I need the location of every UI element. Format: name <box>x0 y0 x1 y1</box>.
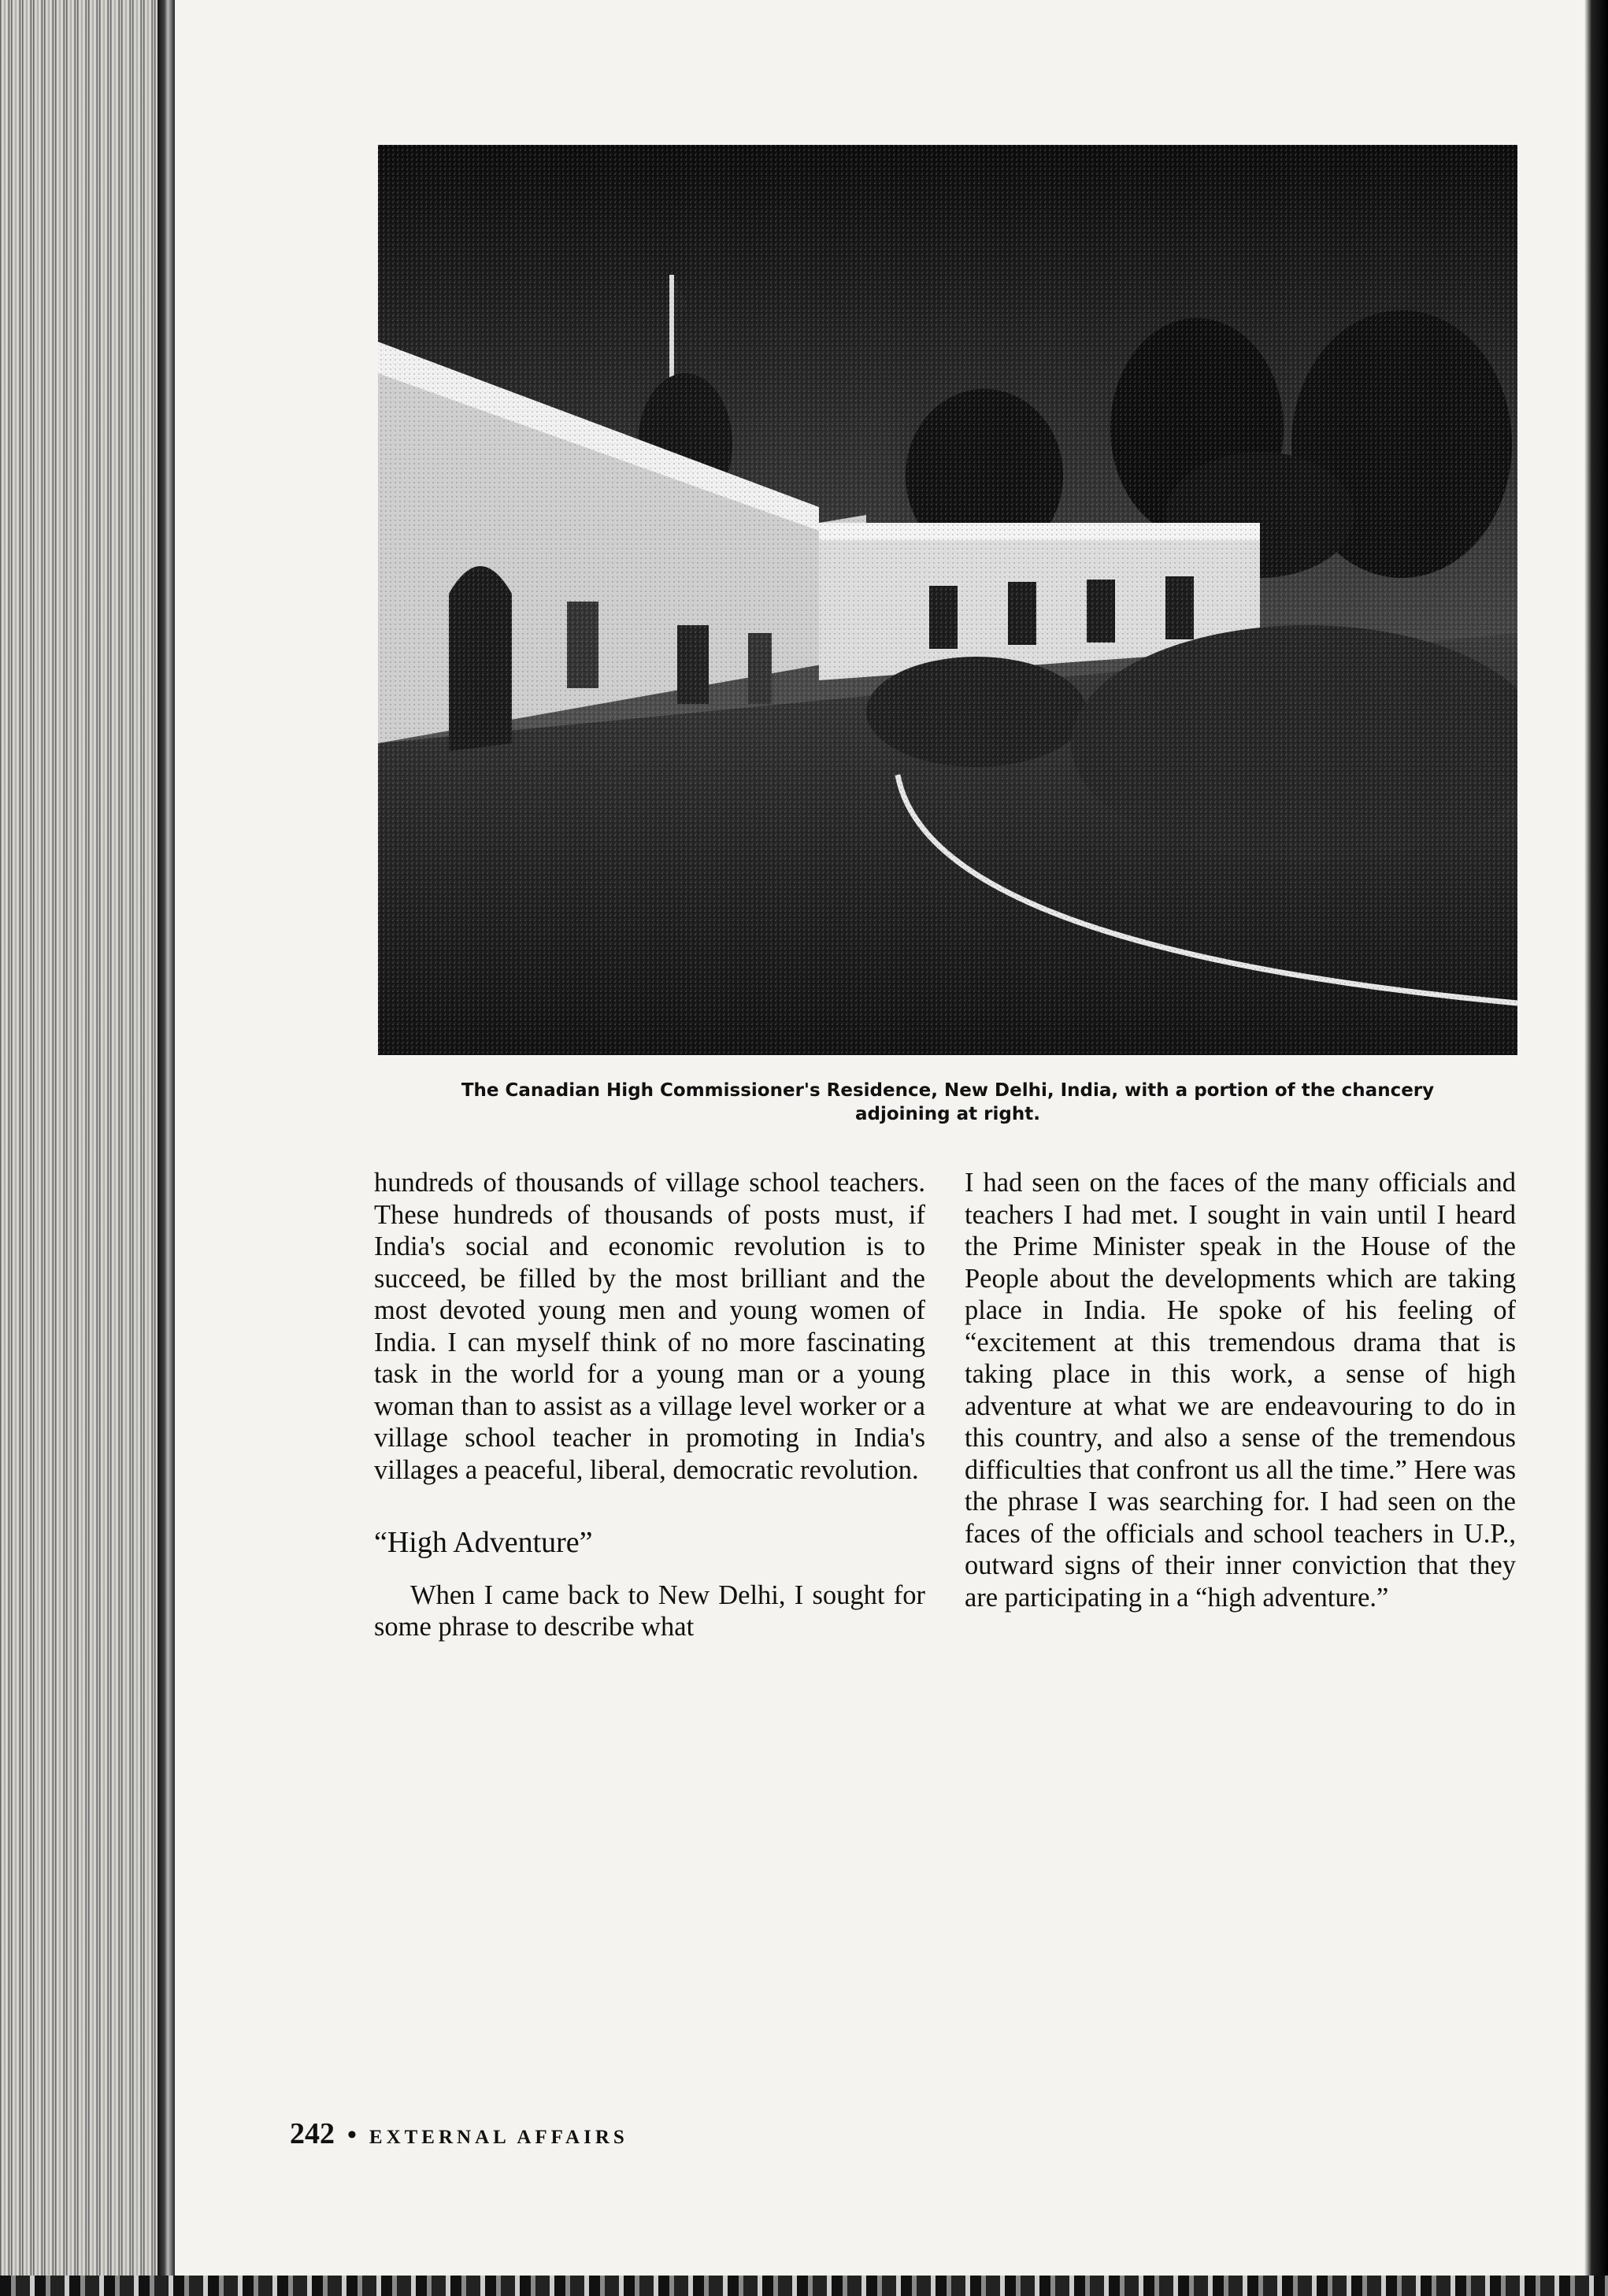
caption-line-2: adjoining at right. <box>855 1104 1040 1124</box>
photo-caption <box>378 1079 1517 1126</box>
right-column <box>965 1167 1516 1613</box>
left-paragraph-1: hundreds of thousands of village school teachers. These hundreds of thousands of posts must, if India's social and economic revolution is to succeed, be filled by the most brilliant and the most devoted young men and young women of India. I can myself think of no more fascinating task in the world for a young man or a young woman than to assist as a village level worker or a village school teacher in promoting in India's villages a peaceful, liberal, democratic revolution. <box>374 1168 925 1485</box>
page-bottom-edge <box>0 2276 1608 2296</box>
page-right-edge <box>1584 0 1608 2296</box>
photo-illustration <box>378 145 1517 1055</box>
left-paragraph-2: When I came back to New Delhi, I sought for some phrase to describe what <box>374 1579 925 1642</box>
page-footer <box>290 2116 628 2151</box>
left-column <box>374 1167 925 1643</box>
magazine-title: EXTERNAL AFFAIRS <box>369 2127 628 2148</box>
caption-line-1: The Canadian High Commissioner's Residence, New Delhi, India, with a portion of the chancery <box>461 1080 1435 1101</box>
right-paragraph-1: I had seen on the faces of the many officials and teachers I had met. I sought in vain until I heard the Prime Minister speak in the House of the People about the developments which are taking place in India. He spoke of his feeling of “excitement at this tremendous drama that is taking place in this work, a sense of high adventure at what we are endeavouring to do in this country, and also a sense of the tremendous difficulties that confront us all the time.” Here was the phrase I was searching for. I had seen on the faces of the officials and school teachers in U.P., outward signs of their inner conviction that they are participating in a “high adventure.” <box>965 1168 1516 1613</box>
page-number: 242 <box>290 2117 335 2150</box>
book-gutter <box>0 0 173 2296</box>
footer-bullet: • <box>347 2120 357 2150</box>
binding-edge <box>157 0 175 2296</box>
residence-photo <box>378 145 1517 1055</box>
section-heading: “High Adventure” <box>374 1526 593 1559</box>
